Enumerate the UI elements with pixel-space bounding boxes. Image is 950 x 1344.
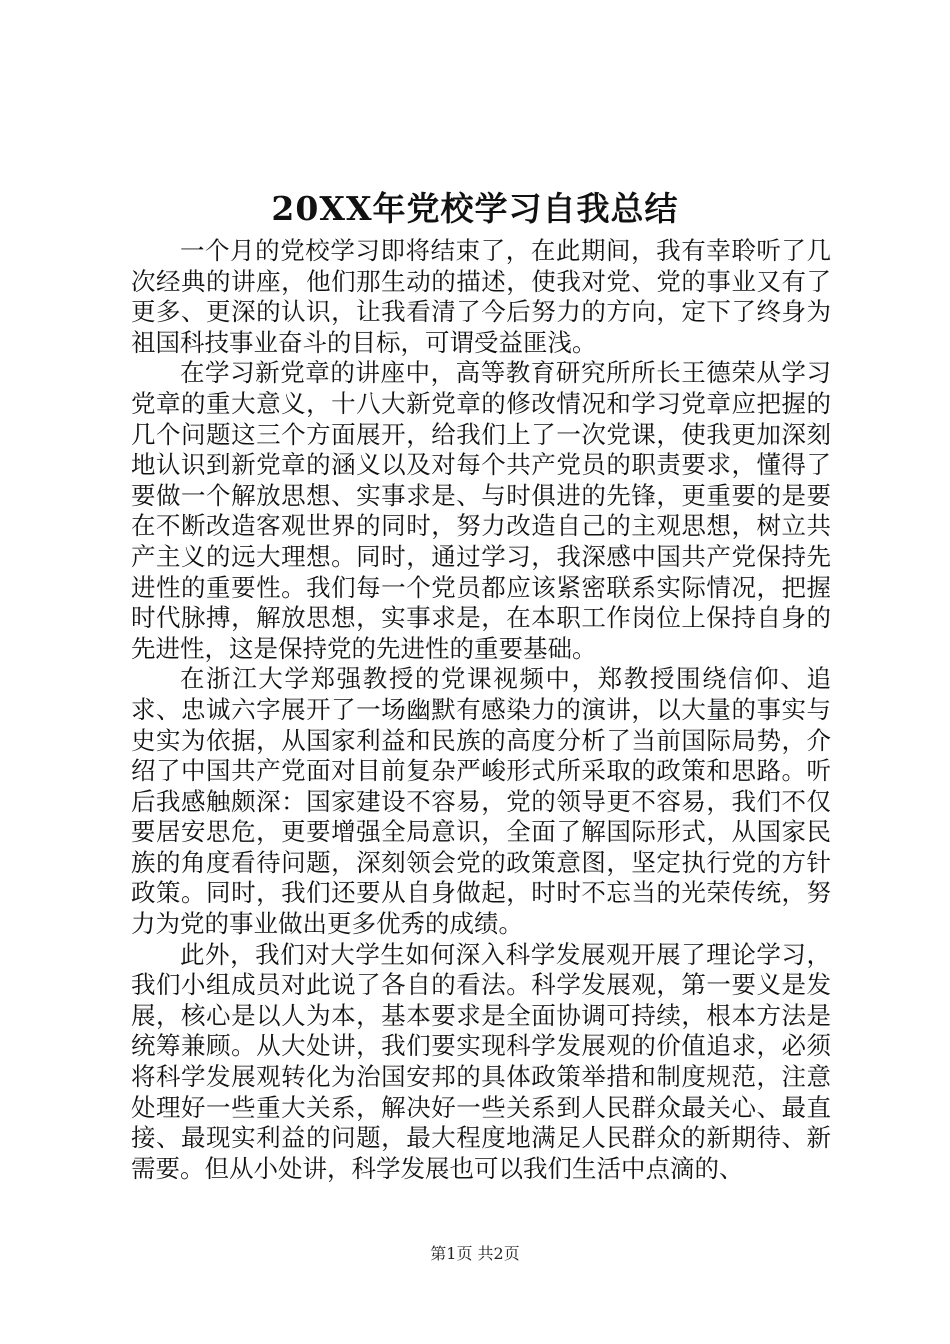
- document-body: [131, 236, 831, 1184]
- paragraph: 一个月的党校学习即将结束了，在此期间，我有幸聆听了几次经典的讲座，他们那生动的描述，使我对党、党的事业又有了更多、更深的认识，让我看清了今后努力的方向，定下了终身为祖国科技事业奋斗的目标，可谓受益匪浅。: [131, 236, 831, 357]
- paragraph: 此外，我们对大学生如何深入科学发展观开展了理论学习，我们小组成员对此说了各自的看法。科学发展观，第一要义是发展，核心是以人为本，基本要求是全面协调可持续，根本方法是统筹兼顾。从大处讲，我们要实现科学发展观的价值追求，必须将科学发展观转化为治国安邦的具体政策举措和制度规范，注意处理好一些重大关系，解决好一些关系到人民群众最关心、最直接、最现实利益的问题，最大程度地满足人民群众的新期待、新需要。但从小处讲，科学发展也可以我们生活中点滴的、: [131, 939, 831, 1183]
- paragraph: 在浙江大学郑强教授的党课视频中，郑教授围绕信仰、追求、忠诚六字展开了一场幽默有感染力的演讲，以大量的事实与史实为依据，从国家利益和民族的高度分析了当前国际局势，介绍了中国共产党面对目前复杂严峻形式所采取的政策和思路。听后我感触颇深：国家建设不容易，党的领导更不容易，我们不仅要居安思危，更要增强全局意识，全面了解国际形式，从国家民族的角度看待问题，深刻领会党的政策意图，坚定执行党的方针政策。同时，我们还要从自身做起，时时不忘当的光荣传统，努力为党的事业做出更多优秀的成绩。: [131, 664, 831, 939]
- page-number-footer: 第1页 共2页: [430, 1244, 520, 1263]
- document-title: 20XX年党校学习自我总结: [271, 189, 679, 228]
- paragraph: 在学习新党章的讲座中，高等教育研究所所长王德荣从学习党章的重大意义，十八大新党章的修改情况和学习党章应把握的几个问题这三个方面展开，给我们上了一次党课，使我更加深刻地认识到新党章的涵义以及对每个共产党员的职责要求，懂得了要做一个解放思想、实事求是、与时俱进的先锋，更重要的是要在不断改造客观世界的同时，努力改造自己的主观思想，树立共产主义的远大理想。同时，通过学习，我深感中国共产党保持先进性的重要性。我们每一个党员都应该紧密联系实际情况，把握时代脉搏，解放思想，实事求是，在本职工作岗位上保持自身的先进性，这是保持党的先进性的重要基础。: [131, 358, 831, 663]
